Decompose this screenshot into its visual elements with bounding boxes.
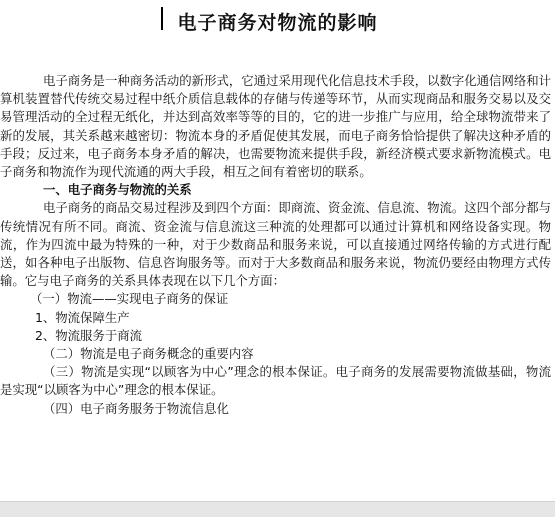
list-item: 1、物流保障生产 [35, 309, 130, 325]
list-item: 2、物流服务于商流 [35, 327, 143, 343]
list-item: （一）物流——实现电子商务的保证 [30, 291, 229, 307]
item-3-paragraph: （三）物流是实现“以顾客为中心”理念的根本保证。电子商务的发展需要物流做基础，物流是实现“以顾客为中心”理念的根本保证。 [0, 364, 551, 398]
document-title: 电子商务对物流的影响 [177, 12, 378, 34]
list-item: （二）物流是电子商务概念的重要内容 [43, 346, 254, 362]
intro-paragraph: 电子商务是一种商务活动的新形式，它通过采用现代化信息技术手段，以数字化通信网络和计算机装置替代传统交易过程中纸介质信息载体的存储与传递等环节，从而实现商品和服务交易以及交易管理活动的全过程无纸化，并达到高效率等等的目的，它的进一步推广与应用，给全球物流带来了新的发展，其关系越来越密切：物流本身的矛盾促使其发展，而电子商务恰恰提供了解决这种矛盾的手段；反过来，电子商务本身矛盾的解决，也需要物流来提供手段，新经济模式要求新物流模式。电子商务和物流作为现代流通的两大手段，相互之间有着密切的联系。 [0, 73, 552, 180]
document-body [0, 72, 555, 418]
horizontal-scrollbar[interactable] [0, 501, 555, 517]
section-1-paragraph: 电子商务的商品交易过程涉及到四个方面：即商流、资金流、信息流、物流。这四个部分都与传统情况有所不同。商流、资金流与信息流这三种流的处理都可以通过计算机和网络设备实现。物流，作为四流中最为特殊的一种，对于少数商品和服务来说，可以直接通过网络传输的方式进行配送，如各种电子出版物、信息咨询服务等。而对于大多数商品和服务来说，物流仍要经由物理方式传输。它与电子商务的关系具体表现在以下几个方面： [0, 200, 552, 289]
list-item: （四）电子商务服务于物流信息化 [43, 400, 229, 416]
section-heading-1: 一、电子商务与物流的关系 [43, 182, 192, 198]
